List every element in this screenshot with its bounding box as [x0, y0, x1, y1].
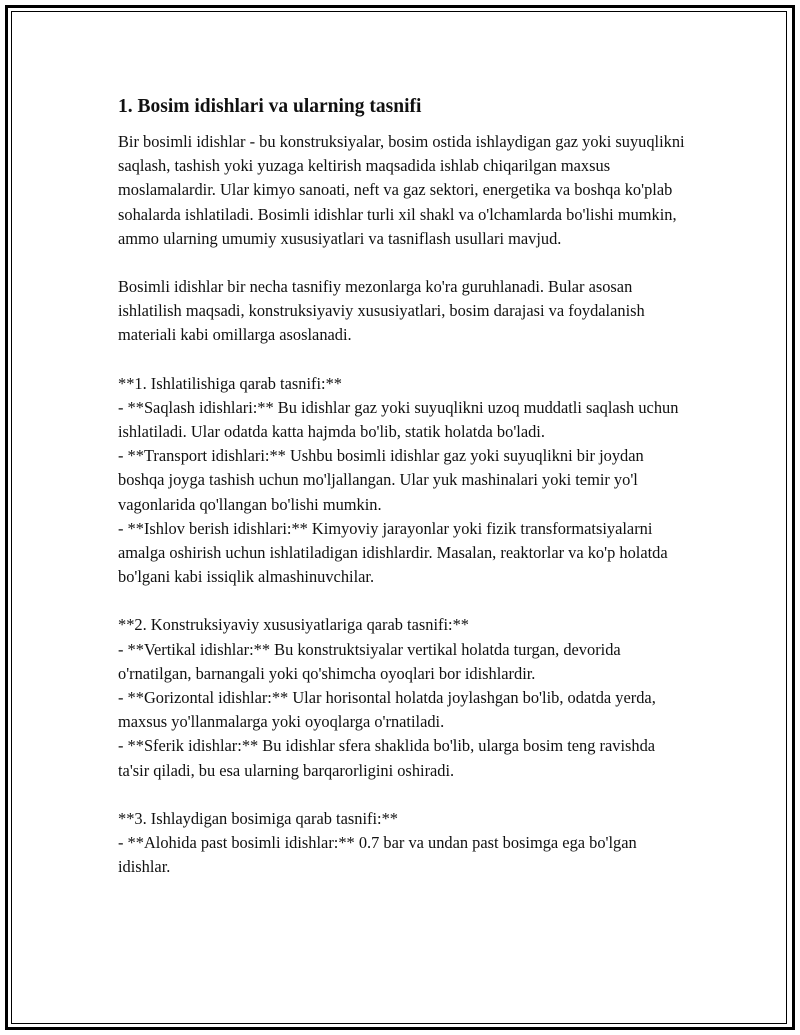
- list-item: - **Ishlov berish idishlari:** Kimyoviy jarayonlar yoki fizik transformatsiyalarni amalga oshirish uchun ishlatiladigan idishlardir. Masalan, reaktorlar va ko'p holatda bo'lgani kabi issiqlik almashinuvchilar.: [118, 518, 668, 587]
- section-usage: [118, 372, 688, 590]
- list-item: - **Sferik idishlar:** Bu idishlar sfera shaklida bo'lib, ularga bosim teng ravishda ta'sir qiladi, bu esa ularning barqarorligini oshiradi.: [118, 736, 656, 780]
- list-item: - **Transport idishlari:** Ushbu bosimli idishlar gaz yoki suyuqlikni bir joydan boshqa joyga tashish uchun mo'ljallangan. Ular yuk mashinalari yoki temir yo'l vagonlarida qo'llangan bo'lishi mumkin.: [118, 446, 644, 514]
- document-title: 1. Bosim idishlari va ularning tasnifi: [118, 96, 422, 117]
- list-item: - **Vertikal idishlar:** Bu konstruktsiyalar vertikal holatda turgan, devorida o'rnatilgan, barnangali yoki qo'shimcha oyoqlari bor idishlardir.: [118, 639, 621, 683]
- list-item: - **Gorizontal idishlar:** Ular horisontal holatda joylashgan bo'lib, odatda yerda, maxsus yo'llanmalarga yoki oyoqlarga o'rnatiladi.: [118, 688, 656, 732]
- document-body: [118, 94, 688, 903]
- list-item: - **Saqlash idishlari:** Bu idishlar gaz yoki suyuqlikni uzoq muddatli saqlash uchun ishlatiladi. Ular odatda katta hajmda bo'lib, statik holatda bo'ladi.: [118, 397, 679, 442]
- section-construction: [118, 613, 688, 782]
- section-heading: **1. Ishlatilishiga qarab tasnifi:**: [118, 373, 342, 393]
- section-pressure: [118, 807, 688, 880]
- list-item: - **Alohida past bosimli idishlar:** 0.7 bar va undan past bosimga ega bo'lgan idishlar.: [118, 833, 637, 877]
- classification-paragraph: Bosimli idishlar bir necha tasnifiy mezonlarga ko'ra guruhlanadi. Bular asosan ishlatilish maqsadi, konstruksiyaviy xususiyatlari, bosim darajasi va foydalanish materiali kabi omillarga asoslanadi.: [118, 277, 645, 345]
- intro-paragraph: Bir bosimli idishlar - bu konstruksiyalar, bosim ostida ishlaydigan gaz yoki suyuqlikni saqlash, tashish yoki yuzaga keltirish maqsadida ishlab chiqarilgan maxsus moslamalardir. Ular kimyo sanoati, neft va gaz sektori, energetika va boshqa ko'plab sohalarda ishlatiladi. Bosimli idishlar turli xil shakl va o'lchamlarda bo'lishi mumkin, ammo ularning umumiy xususiyatlari va tasniflash usullari mavjud.: [118, 132, 685, 248]
- section-heading: **3. Ishlaydigan bosimiga qarab tasnifi:**: [118, 808, 398, 828]
- section-heading: **2. Konstruksiyaviy xususiyatlariga qarab tasnifi:**: [118, 615, 469, 635]
